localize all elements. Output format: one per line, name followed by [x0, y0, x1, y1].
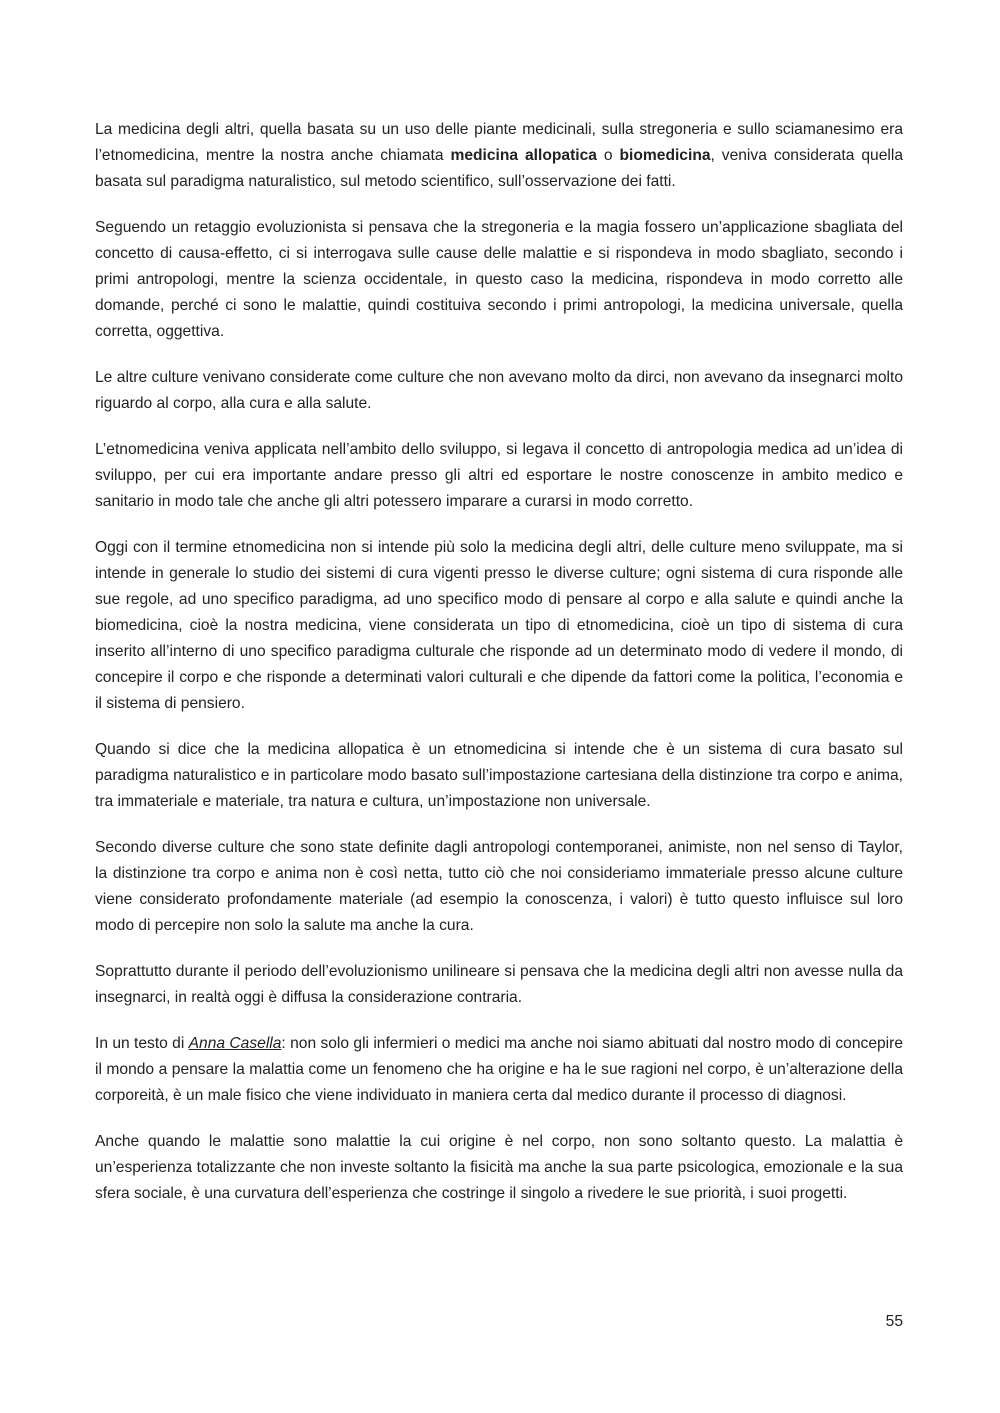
paragraph-9-text-a: In un testo di	[95, 1035, 189, 1052]
term-biomedicina: biomedicina	[619, 147, 711, 164]
paragraph-6: Quando si dice che la medicina allopatica è un etnomedicina si intende che è un sistema di cura basato sul paradigma naturalistico e in particolare modo basato sull’impostazione cartesiana della distinzione tra corpo e anima, tra immateriale e materiale, tra natura e cultura, un’impostazione non universale.	[95, 741, 903, 810]
paragraph-2: Seguendo un retaggio evoluzionista si pensava che la stregoneria e la magia fossero un’applicazione sbagliata del concetto di causa-effetto, ci si interrogava sulle cause delle malattie e si rispondeva in modo sbagliato, secondo i primi antropologi, mentre la scienza occidentale, in questo caso la medicina, rispondeva in modo corretto alle domande, perché ci sono le malattie, quindi costituiva secondo i primi antropologi, la medicina universale, quella corretta, oggettiva.	[95, 219, 903, 340]
page-number: 55	[885, 1313, 903, 1330]
paragraph-10: Anche quando le malattie sono malattie la cui origine è nel corpo, non sono soltanto questo. La malattia è un’esperienza totalizzante che non investe soltanto la fisicità ma anche la sua parte psicologica, emozionale e la sua sfera sociale, è una curvatura dell’esperienza che costringe il singolo a rivedere le sue priorità, i suoi progetti.	[95, 1133, 903, 1202]
paragraph-4: L’etnomedicina veniva applicata nell’ambito dello sviluppo, si legava il concetto di antropologia medica ad un’idea di sviluppo, per cui era importante andare presso gli altri ed esportare le nostre conoscenze in ambito medico e sanitario in modo tale che anche gli altri potessero imparare a curarsi in modo corretto.	[95, 441, 903, 510]
author-link-anna-casella[interactable]: Anna Casella	[188, 1035, 282, 1052]
paragraph-1-text-a: La medicina degli altri, quella basata su un uso delle piante medicinali, sulla stregoneria e sullo sciamanesimo era l’etnomedicina, mentre la nostra anche chiamata	[95, 121, 903, 164]
paragraph-1-text-d: , veniva considerata quella basata sul paradigma naturalistico, sul metodo scientifico, sull’osservazione dei fatti.	[95, 147, 903, 190]
paragraph-5: Oggi con il termine etnomedicina non si intende più solo la medicina degli altri, delle culture meno sviluppate, ma si intende in generale lo studio dei sistemi di cura vigenti presso le diverse culture; ogni sistema di cura risponde alle sue regole, ad uno specifico paradigma, ad uno specifico modo di pensare al corpo e alla salute e quindi anche la biomedicina, cioè la nostra medicina, viene considerata un tipo di etnomedicina, cioè un tipo di sistema di cura inserito all’interno di uno specifico paradigma culturale che risponde ad un determinato modo di vedere il mondo, di concepire il corpo e che risponde a determinati valori culturali e che dipende da fattori come la politica, l’economia e il sistema di pensiero.	[95, 539, 903, 712]
paragraph-1-text-c: o	[596, 147, 620, 164]
paragraph-9-text-d: : non solo gli infermieri o medici ma anche noi siamo abituati dal nostro modo di concepire il mondo a pensare la malattia come un fenomeno che ha origine e ha le sue ragioni nel corpo, è un’alterazione della corporeità, è un male fisico che viene individuato in maniera certa dal medico durante il processo di diagnosi.	[95, 1035, 903, 1104]
document-body	[95, 117, 903, 1227]
paragraph-3: Le altre culture venivano considerate come culture che non avevano molto da dirci, non avevano da insegnarci molto riguardo al corpo, alla cura e alla salute.	[95, 369, 903, 412]
paragraph-7: Secondo diverse culture che sono state definite dagli antropologi contemporanei, animiste, non nel senso di Taylor, la distinzione tra corpo e anima non è così netta, tutto ciò che noi consideriamo immateriale presso alcune culture viene considerato profondamente materiale (ad esempio la conoscenza, i valori) è tutto questo influisce sul loro modo di percepire non solo la salute ma anche la cura.	[95, 839, 903, 934]
paragraph-9	[95, 1031, 903, 1109]
term-medicina-allopatica: medicina allopatica	[450, 147, 597, 164]
paragraph-1	[95, 117, 903, 195]
paragraph-8: Soprattutto durante il periodo dell’evoluzionismo unilineare si pensava che la medicina degli altri non avesse nulla da insegnarci, in realtà oggi è diffusa la considerazione contraria.	[95, 963, 903, 1006]
